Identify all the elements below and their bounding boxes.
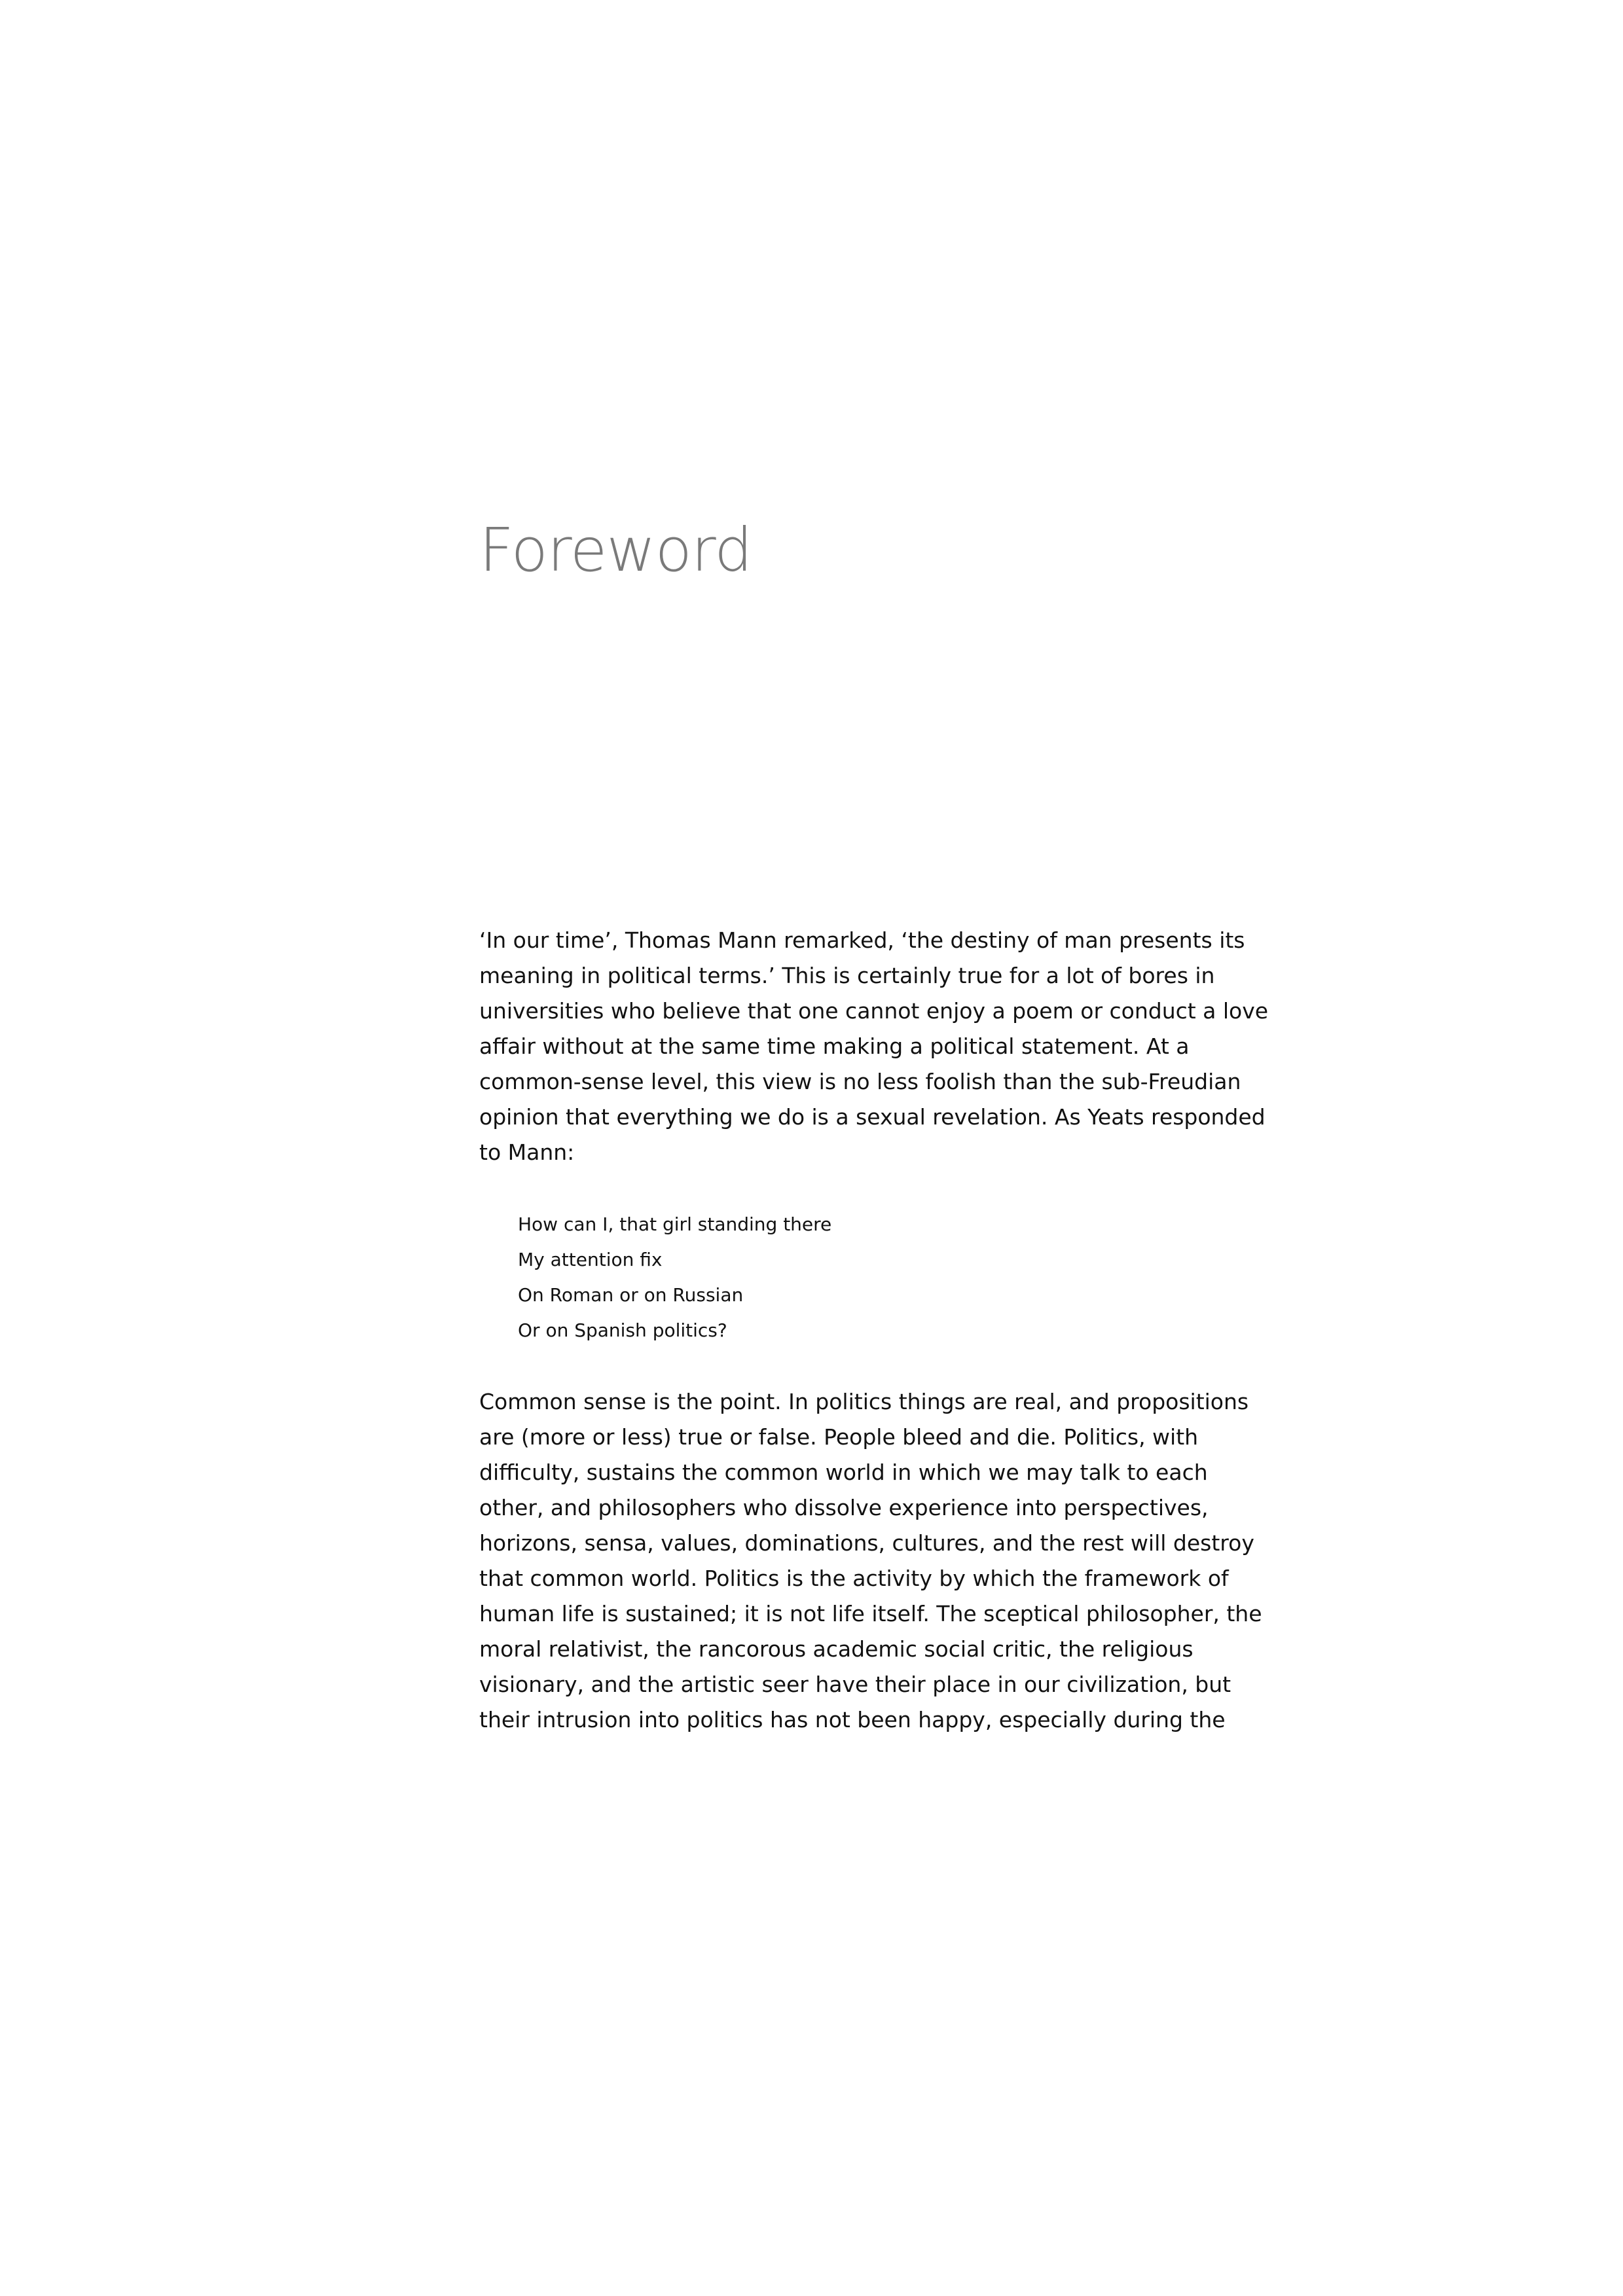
verse-line: How can I, that girl standing there <box>518 1213 832 1235</box>
paragraph-line: universities who believe that one cannot enjoy a poem or conduct a love <box>479 998 1269 1024</box>
verse-line: My attention fix <box>518 1249 663 1270</box>
paragraph-line: visionary, and the artistic seer have their place in our civilization, but <box>479 1672 1231 1697</box>
paragraph-line: human life is sustained; it is not life itself. The sceptical philosopher, the <box>479 1601 1262 1626</box>
paragraph-line: horizons, sensa, values, dominations, cultures, and the rest will destroy <box>479 1530 1254 1556</box>
paragraph-line: are (more or less) true or false. People bleed and die. Politics, with <box>479 1424 1199 1450</box>
paragraph-line: to Mann: <box>479 1139 575 1165</box>
paragraph-line: affair without at the same time making a political statement. At a <box>479 1033 1190 1059</box>
chapter-title: Foreword <box>479 515 752 585</box>
paragraph-line: meaning in political terms.’ This is certainly true for a lot of bores in <box>479 963 1215 988</box>
paragraph-line: Common sense is the point. In politics things are real, and propositions <box>479 1389 1249 1414</box>
paragraph-line: ‘In our time’, Thomas Mann remarked, ‘the destiny of man presents its <box>479 927 1245 953</box>
paragraph-1 <box>479 923 1269 1170</box>
paragraph-line: difficulty, sustains the common world in which we may talk to each <box>479 1460 1208 1485</box>
verse-quotation <box>518 1207 1107 1348</box>
paragraph-line: moral relativist, the rancorous academic social critic, the religious <box>479 1636 1194 1662</box>
paragraph-line: that common world. Politics is the activity by which the framework of <box>479 1566 1229 1591</box>
paragraph-line: their intrusion into politics has not been happy, especially during the <box>479 1707 1226 1732</box>
verse-line: Or on Spanish politics? <box>518 1319 727 1341</box>
paragraph-2 <box>479 1384 1262 1738</box>
verse-line: On Roman or on Russian <box>518 1284 744 1306</box>
paragraph-line: common-sense level, this view is no less foolish than the sub-Freudian <box>479 1069 1241 1094</box>
paragraph-line: opinion that everything we do is a sexual revelation. As Yeats responded <box>479 1104 1266 1130</box>
paragraph-line: other, and philosophers who dissolve experience into perspectives, <box>479 1495 1209 1520</box>
